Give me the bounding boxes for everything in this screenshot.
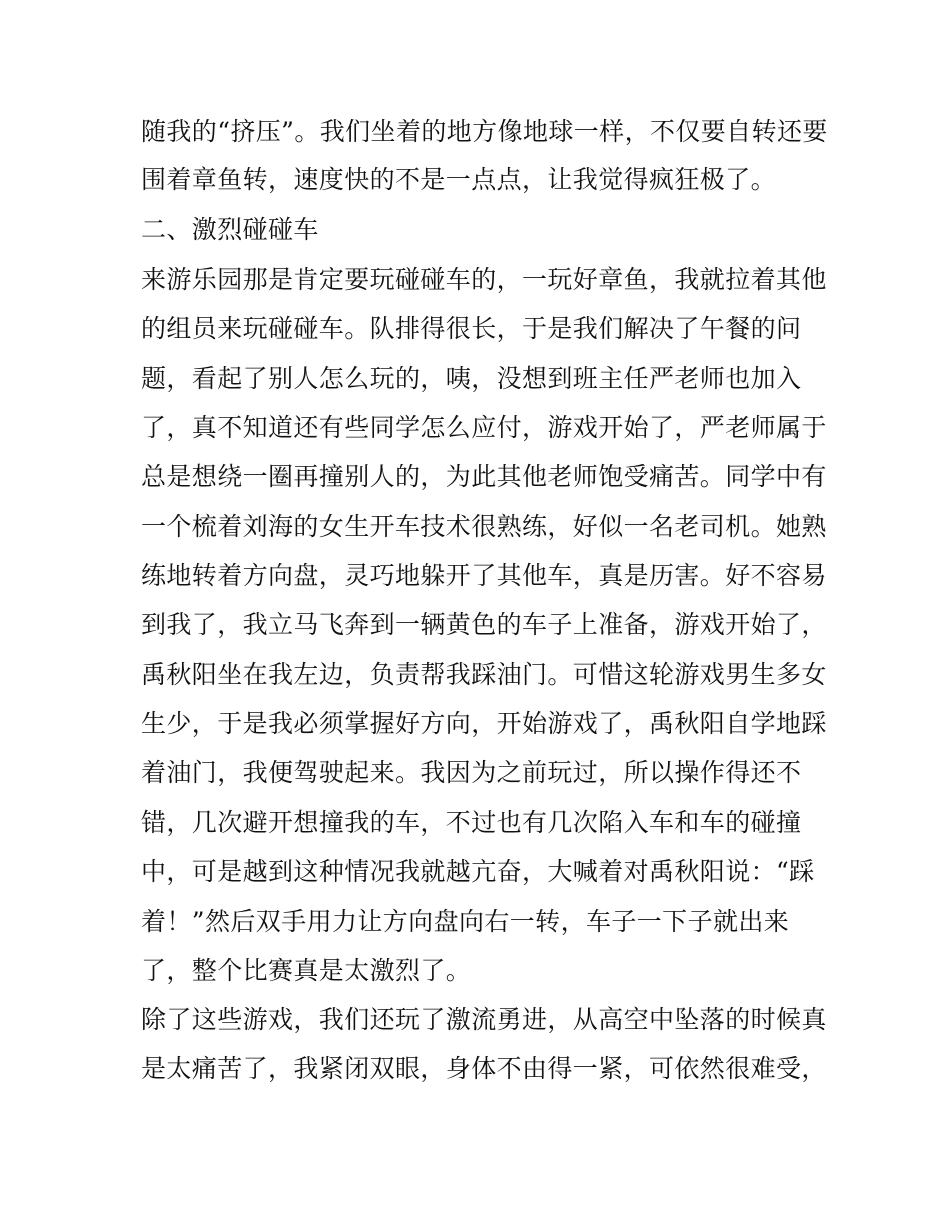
text-line: 着！”然后双手用力让方向盘向右一转，车子一下子就出来: [141, 907, 790, 936]
text-line: 禹秋阳坐在我左边，负责帮我踩油门。可惜这轮游戏男生多女: [141, 660, 827, 689]
text-line: 练地转着方向盘，灵巧地躲开了其他车，真是历害。好不容易: [141, 561, 827, 590]
text-line: 的组员来玩碰碰车。队排得很长，于是我们解决了午餐的问: [141, 314, 802, 343]
text-line: 错，几次避开想撞我的车，不过也有几次陷入车和车的碰撞: [141, 808, 802, 837]
text-line: 了，整个比赛真是太激烈了。: [141, 956, 472, 985]
section-heading: 二、激烈碰碰车: [141, 215, 319, 244]
text-line: 总是想绕一圈再撞别人的，为此其他老师饱受痛苦。同学中有: [141, 462, 827, 491]
text-line: 了，真不知道还有些同学怎么应付，游戏开始了，严老师属于: [141, 413, 827, 442]
text-line: 着油门，我便驾驶起来。我因为之前玩过，所以操作得还不: [141, 758, 802, 787]
text-line: 一个梳着刘海的女生开车技术很熟练，好似一名老司机。她熟: [141, 512, 827, 541]
text-line: 中，可是越到这种情况我就越亢奋，大喊着对禹秋阳说：“踩: [141, 857, 815, 886]
text-line: 是太痛苦了，我紧闭双眼，身体不由得一紧，可依然很难受，: [141, 1054, 827, 1083]
text-line: 随我的“挤压”。我们坐着的地方像地球一样，不仅要自转还要: [141, 117, 828, 146]
text-line: 题，看起了别人怎么玩的，咦，没想到班主任严老师也加入: [141, 364, 802, 393]
text-line: 到我了，我立马飞奔到一辆黄色的车子上准备，游戏开始了，: [141, 610, 827, 639]
text-line: 除了这些游戏，我们还玩了激流勇进，从高空中坠落的时候真: [141, 1005, 827, 1034]
text-line: 生少，于是我必须掌握好方向，开始游戏了，禹秋阳自学地踩: [141, 709, 827, 738]
text-line: 围着章鱼转，速度快的不是一点点，让我觉得疯狂极了。: [141, 165, 777, 194]
text-line: 来游乐园那是肯定要玩碰碰车的，一玩好章鱼，我就拉着其他: [141, 265, 827, 294]
